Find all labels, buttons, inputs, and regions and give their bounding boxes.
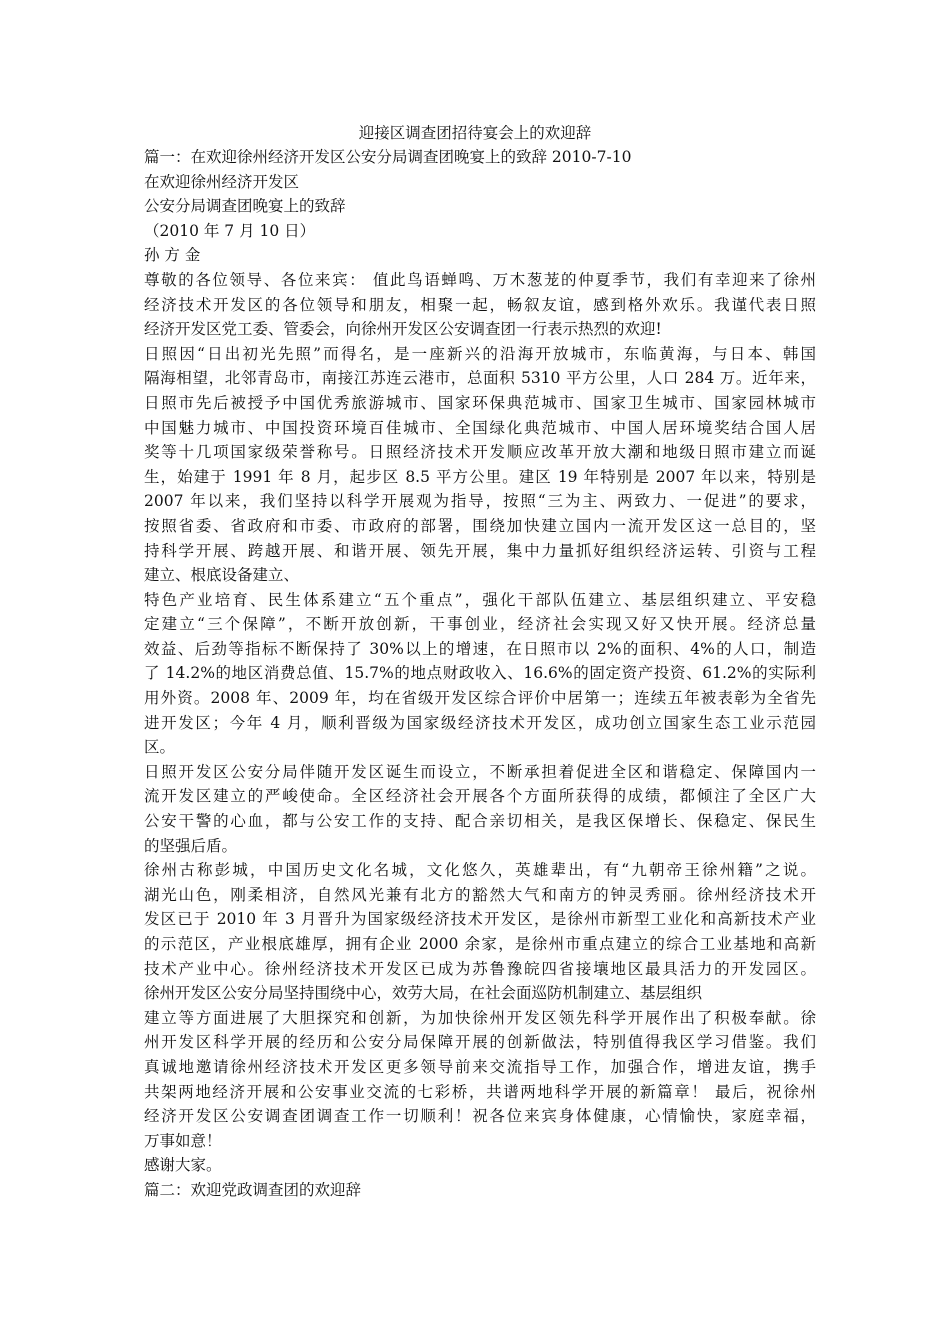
- text-line: 日照开发区公安分局伴随开发区诞生而设立，不断承担着促进全区和谐稳定、保障国内一: [144, 762, 816, 781]
- text-line: 中国魅力城市、中国投资环境百佳城市、全国绿化典范城市、中国人居环境奖结合国人居: [144, 418, 816, 437]
- text-line: 徐州古称彭城，中国历史文化名城，文化悠久，英雄辈出，有“九朝帝王徐州籍”之说。: [144, 861, 816, 880]
- text-line: 奖等十几项国家级荣誉称号。日照经济技术开发顺应改革开放大潮和地级日照市建立而诞: [144, 443, 816, 462]
- text-line: 发区已于 2010 年 3 月晋升为国家级经济技术开发区，是徐州市新型工业化和高新技术产业: [144, 910, 816, 929]
- text-line: 流开发区建立的严峻使命。全区经济社会开展各个方面所获得的成绩，都倾注了全区广大: [144, 787, 816, 806]
- text-line: 篇二：欢迎党政调查团的欢迎辞: [144, 1180, 362, 1199]
- text-line: 建立等方面进展了大胆探究和创新，为加快徐州开发区领先科学开展作出了积极奉献。徐: [144, 1008, 816, 1027]
- text-line: 州开发区科学开展的经历和公安分局保障开展的创新做法，特别值得我区学习借鉴。我们: [144, 1033, 816, 1052]
- text-line: 特色产业培育、民生体系建立“五个重点”，强化干部队伍建立、基层组织建立、平安稳: [144, 590, 816, 609]
- text-line: 2007 年以来，我们坚持以科学开展观为指导，按照“三为主、两致力、一促进”的要求，: [144, 492, 816, 511]
- text-line: 了 14.2%的地区消费总值、15.7%的地点财政收入、16.6%的固定资产投资、61.2%的实际利: [144, 664, 816, 683]
- text-line: 持科学开展、跨越开展、和谐开展、领先开展，集中力量抓好组织经济运转、引资与工程: [144, 541, 816, 560]
- text-line: 经济技术开发区的各位领导和朋友，相聚一起，畅叙友谊，感到格外欢乐。我谨代表日照: [144, 295, 816, 314]
- text-line: 定建立“三个保障”，不断开放创新，干事创业，经济社会实现又好又快开展。经济总量: [144, 615, 816, 634]
- text-line: 在欢迎徐州经济开发区: [144, 172, 300, 191]
- text-line: 的示范区，产业根底雄厚，拥有企业 2000 余家，是徐州市重点建立的综合工业基地和高新: [144, 935, 816, 953]
- text-line: 公安干警的心血，都与公安工作的支持、配合亲切相关，是我区保增长、保稳定、保民生: [144, 812, 816, 831]
- text-line: 感谢大家。: [144, 1156, 222, 1175]
- text-line: 徐州开发区公安分局坚持围绕中心，效劳大局，在社会面巡防机制建立、基层组织: [144, 984, 703, 1003]
- document-body: [144, 145, 816, 1203]
- text-line: 隔海相望，北邻青岛市，南接江苏连云港市，总面积 5310 平方公里，人口 284 万。近年来，: [144, 369, 816, 388]
- text-line: 效益、后劲等指标不断保持了 30%以上的增速，在日照市以 2%的面积、4%的人口，制造: [144, 639, 816, 658]
- text-line: 生，始建于 1991 年 8 月，起步区 8.5 平方公里。建区 19 年特别是 2007 年以来，特别是: [144, 467, 816, 486]
- text-line: 按照省委、省政府和市委、市政府的部署，围绕加快建立国内一流开发区这一总目的，坚: [144, 516, 816, 535]
- text-line: 区。: [144, 738, 176, 757]
- text-line: （2010 年 7 月 10 日）: [144, 221, 316, 240]
- text-line: 共架两地经济开展和公安事业交流的七彩桥，共谱两地科学开展的新篇章！ 最后，祝徐州: [144, 1082, 816, 1101]
- text-line: 经济开发区公安调查团调查工作一切顺利！祝各位来宾身体健康，心情愉快，家庭幸福，: [144, 1107, 816, 1126]
- text-line: 湖光山色，刚柔相济，自然风光兼有北方的豁然大气和南方的钟灵秀丽。徐州经济技术开: [144, 885, 816, 904]
- document-title: 迎接区调查团招待宴会上的欢迎辞: [358, 124, 592, 142]
- text-line: 日照市先后被授予中国优秀旅游城市、国家环保典范城市、国家卫生城市、国家园林城市: [144, 393, 816, 412]
- text-line: 篇一：在欢迎徐州经济开发区公安分局调查团晚宴上的致辞 2010-7-10: [144, 148, 632, 166]
- text-line: 孙 方 金: [144, 246, 201, 265]
- text-line: 的坚强后盾。: [144, 836, 238, 855]
- text-line: 日照因“日出初光先照”而得名，是一座新兴的沿海开放城市，东临黄海，与日本、韩国: [144, 344, 816, 363]
- text-line: 公安分局调查团晚宴上的致辞: [144, 197, 346, 216]
- text-line: 尊敬的各位领导、各位来宾： 值此鸟语蝉鸣、万木葱茏的仲夏季节，我们有幸迎来了徐州: [144, 270, 816, 289]
- text-line: 建立、根底设备建立、: [144, 566, 300, 585]
- text-line: 真诚地邀请徐州经济技术开发区更多领导前来交流指导工作，加强合作，增进友谊，携手: [144, 1057, 816, 1076]
- text-line: 经济开发区党工委、管委会，向徐州开发区公安调查团一行表示热烈的欢迎!: [144, 320, 662, 339]
- text-line: 进开发区；今年 4 月，顺利晋级为国家级经济技术开发区，成功创立国家生态工业示范园: [144, 713, 816, 732]
- text-line: 用外资。2008 年、2009 年，均在省级开发区综合评价中居第一；连续五年被表彰为全省先: [144, 689, 816, 708]
- text-line: 技术产业中心。徐州经济技术开发区已成为苏鲁豫皖四省接壤地区最具活力的开发园区。: [144, 959, 816, 978]
- text-line: 万事如意！: [144, 1131, 222, 1150]
